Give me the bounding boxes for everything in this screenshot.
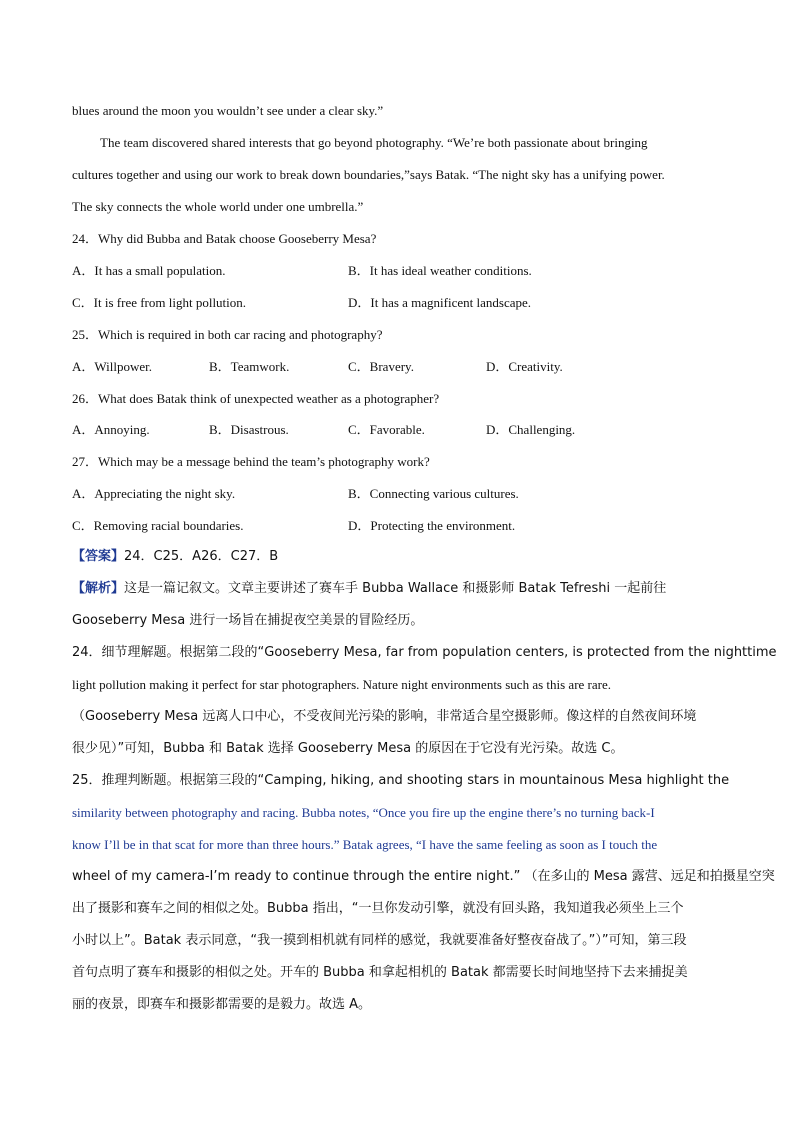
- passage-line: cultures together and using our work to break down boundaries,”says Batak. “The night sky has a unifying power.: [72, 167, 665, 182]
- explain-line: 首句点明了赛车和摄影的相似之处。开车的 Bubba 和拿起相机的 Batak 都需要长时间地坚持下去来捕捉美: [72, 965, 688, 980]
- question-stem: 27．Which may be a message behind the team’s photography work?: [72, 454, 430, 469]
- analysis-tag: 【解析】: [72, 581, 125, 596]
- option-row: [72, 517, 772, 535]
- answer-text: 24．C25．A26．C27．B: [124, 549, 279, 564]
- option-row: [72, 358, 772, 376]
- option-a: A．It has a small population.: [72, 263, 226, 278]
- explain-line: （Gooseberry Mesa 远离人口中心，不受夜间光污染的影响，非常适合星空摄影师。像这样的自然夜间环境: [72, 709, 697, 724]
- passage-line: blues around the moon you wouldn’t see under a clear sky.”: [72, 103, 384, 118]
- analysis-text: 这是一篇记叙文。文章主要讲述了赛车手 Bubba Wallace 和摄影师 Batak Tefreshi 一起前往: [124, 581, 667, 596]
- explain-line: light pollution making it perfect for star photographers. Nature night environments such as this are rare.: [72, 677, 611, 692]
- question-stem: 26．What does Batak think of unexpected weather as a photographer?: [72, 391, 440, 406]
- option-row: [72, 262, 772, 280]
- explain-line: 24．细节理解题。根据第二段的“Gooseberry Mesa, far from population centers, is protected from the nighttime: [72, 645, 777, 660]
- option-row: [72, 485, 772, 503]
- option-d: D．Challenging.: [486, 422, 576, 437]
- explain-line: 很少见）”可知，Bubba 和 Batak 选择 Gooseberry Mesa 的原因在于它没有光污染。故选 C。: [72, 741, 624, 756]
- answer-line: [72, 548, 278, 566]
- analysis-line: [72, 580, 666, 598]
- option-b: B．Teamwork.: [209, 359, 290, 374]
- option-row: [72, 421, 772, 439]
- explain-line: 出了摄影和赛车之间的相似之处。Bubba 指出，“一旦你发动引擎，就没有回头路，我知道我必须坐上三个: [72, 901, 684, 916]
- question-stem: 25．Which is required in both car racing and photography?: [72, 327, 383, 342]
- explain-line: similarity between photography and racing. Bubba notes, “Once you fire up the engine there’s no turning back-I: [72, 805, 655, 820]
- option-b: B．It has ideal weather conditions.: [348, 263, 532, 278]
- option-d: D．It has a magnificent landscape.: [348, 295, 532, 310]
- option-c: C．Removing racial boundaries.: [72, 518, 244, 533]
- option-row: [72, 294, 772, 312]
- explain-line: 小时以上”。Batak 表示同意，“我一摸到相机就有同样的感觉，我就要准备好整夜奋战了。”）”可知，第三段: [72, 933, 687, 948]
- explain-line: 丽的夜景，即赛车和摄影都需要的是毅力。故选 A。: [72, 997, 372, 1012]
- option-c: C．It is free from light pollution.: [72, 295, 247, 310]
- option-d: D．Protecting the environment.: [348, 518, 516, 533]
- option-a: A．Willpower.: [72, 359, 152, 374]
- option-c: C．Bravery.: [348, 359, 414, 374]
- option-c: C．Favorable.: [348, 422, 425, 437]
- explain-line: 25．推理判断题。根据第三段的“Camping, hiking, and shooting stars in mountainous Mesa highlight the: [72, 773, 730, 788]
- option-a: A．Appreciating the night sky.: [72, 486, 236, 501]
- option-b: B．Disastrous.: [209, 422, 289, 437]
- analysis-line: Gooseberry Mesa 进行一场旨在捕捉夜空美景的冒险经历。: [72, 613, 424, 628]
- passage-line: The sky connects the whole world under one umbrella.”: [72, 199, 364, 214]
- explain-line: know I’ll be in that scat for more than three hours.” Batak agrees, “I have the same feeling as soon as I touch the: [72, 837, 658, 852]
- option-b: B．Connecting various cultures.: [348, 486, 519, 501]
- option-a: A．Annoying.: [72, 422, 150, 437]
- option-d: D．Creativity.: [486, 359, 563, 374]
- passage-line: The team discovered shared interests that go beyond photography. “We’re both passionate about bringing: [100, 135, 648, 150]
- answer-tag: 【答案】: [72, 549, 125, 564]
- question-stem: 24．Why did Bubba and Batak choose Gooseberry Mesa?: [72, 231, 377, 246]
- explain-line: wheel of my camera-I’m ready to continue through the entire night.” （在多山的 Mesa 露营、远足和拍摄星空突: [72, 869, 775, 884]
